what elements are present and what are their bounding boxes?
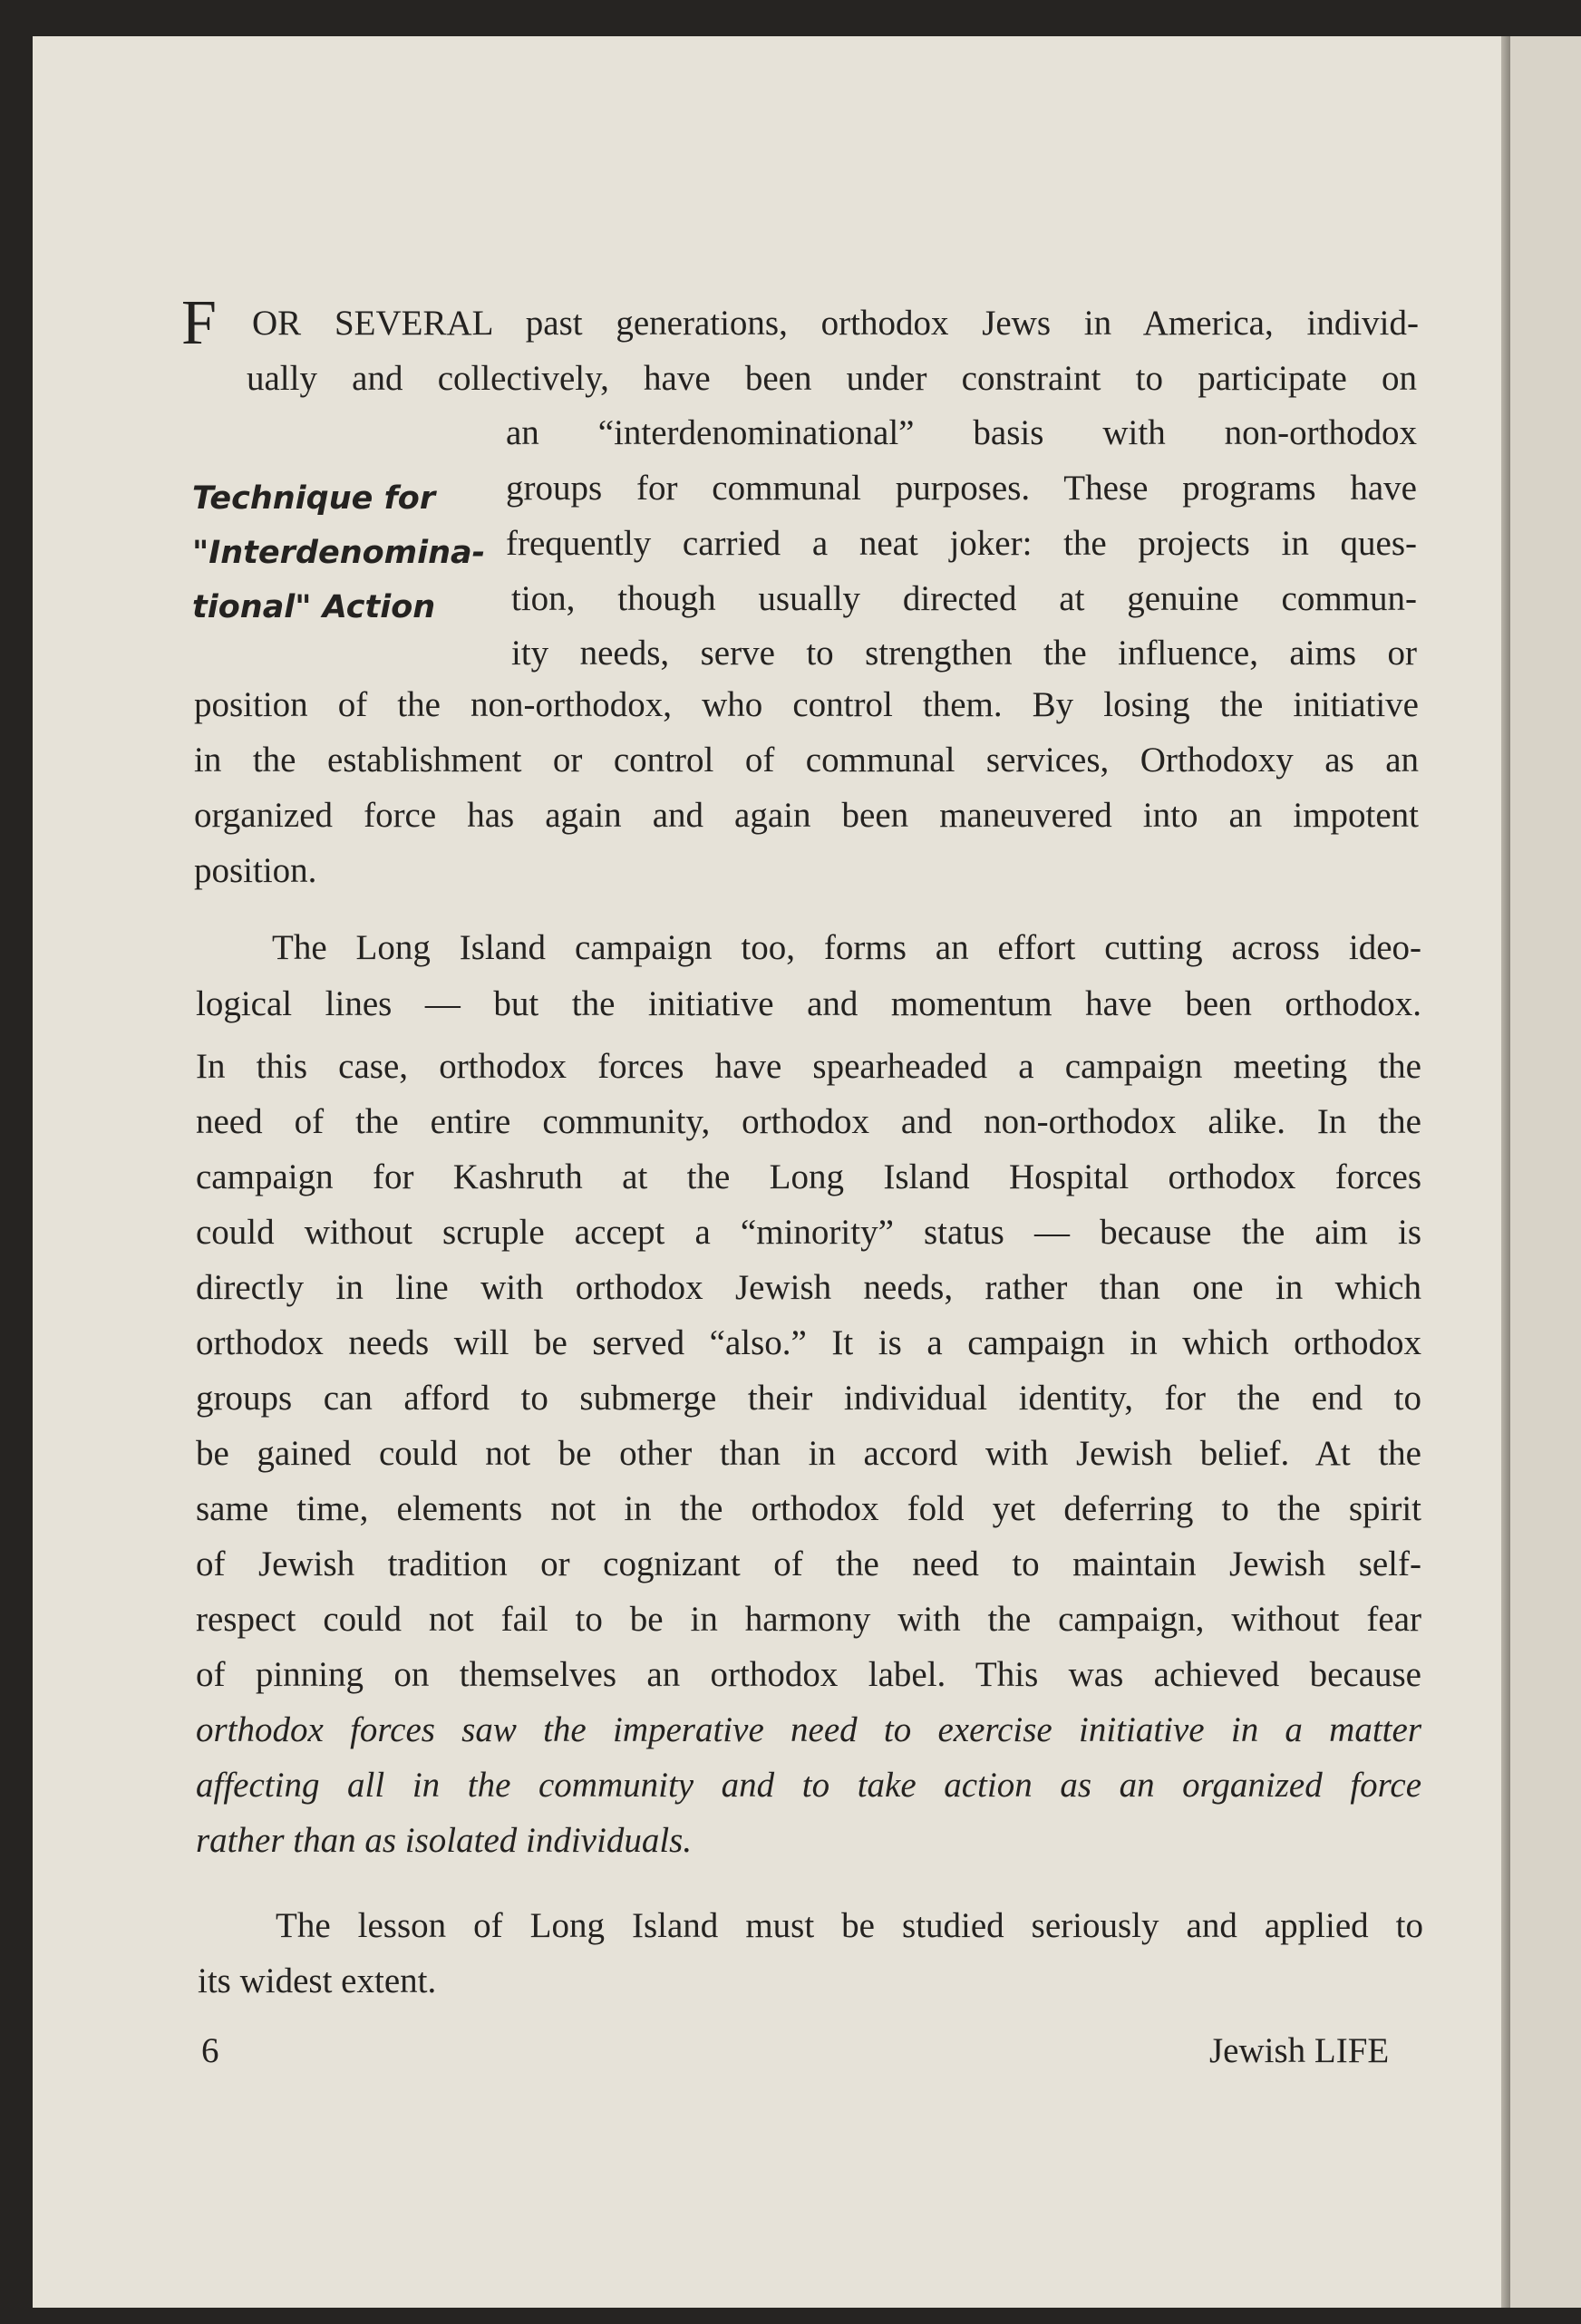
text-line: in the establishment or control of communal services, Orthodoxy as an [194,741,1419,780]
text-line: frequently carried a neat joker: the projects in ques- [506,524,1417,563]
page-spine [1501,36,1510,2308]
text-line: logical lines — but the initiative and momentum have been orthodox. [196,984,1421,1023]
text-line: position. [194,851,317,890]
text-line: tion, though usually directed at genuine commun- [511,579,1417,618]
text-line: be gained could not be other than in accord with Jewish belief. At the [196,1434,1421,1473]
text-line: of Jewish tradition or cognizant of the need to maintain Jewish self- [196,1544,1421,1583]
side-heading-line: Technique for [192,480,436,517]
text-line: could without scruple accept a “minority” status — because the aim is [196,1213,1421,1252]
text-line: need of the entire community, orthodox and non-orthodox alike. In the [196,1102,1421,1141]
text-line: groups can afford to submerge their individual identity, for the end to [196,1379,1421,1418]
text-line: position of the non-orthodox, who control them. By losing the initiative [194,685,1419,724]
facing-page-edge [1510,36,1581,2308]
side-heading [192,471,486,634]
text-line: orthodox needs will be served “also.” It is a campaign in which orthodox [196,1323,1421,1362]
italic-text-line: orthodox forces saw the imperative need to exercise initiative in a matter [196,1710,1421,1749]
side-heading-line: "Interdenomina- [192,535,486,571]
text-line: OR SEVERAL past generations, orthodox Jews in America, individ- [252,304,1419,343]
text-line: campaign for Kashruth at the Long Island Hospital orthodox forces [196,1157,1421,1196]
text-line: ually and collectively, have been under constraint to participate on [247,359,1417,398]
italic-text-line: affecting all in the community and to take action as an organized force [196,1766,1421,1805]
text-line: its widest extent. [198,1961,437,2000]
text-line: an “interdenominational” basis with non-orthodox [506,413,1417,452]
drop-cap: F [181,288,217,358]
text-line: The Long Island campaign too, forms an effort cutting across ideo- [272,928,1421,967]
text-line: respect could not fail to be in harmony with the campaign, without fear [196,1600,1421,1639]
text-line: In this case, orthodox forces have spearheaded a campaign meeting the [196,1047,1421,1086]
text-line: groups for communal purposes. These programs have [506,469,1417,508]
text-line: The lesson of Long Island must be studied seriously and applied to [276,1906,1423,1945]
italic-text-line: rather than as isolated individuals. [196,1821,693,1860]
side-heading-line: tional" Action [192,589,436,625]
page-number: 6 [201,2031,219,2070]
text-line: of pinning on themselves an orthodox label. This was achieved because [196,1655,1421,1694]
publication-name: Jewish LIFE [1209,2031,1390,2070]
text-line: ity needs, serve to strengthen the influence, aims or [511,634,1417,673]
text-line: organized force has again and again been maneuvered into an impotent [194,796,1419,835]
text-line: same time, elements not in the orthodox fold yet deferring to the spirit [196,1489,1421,1528]
text-line: directly in line with orthodox Jewish needs, rather than one in which [196,1268,1421,1307]
